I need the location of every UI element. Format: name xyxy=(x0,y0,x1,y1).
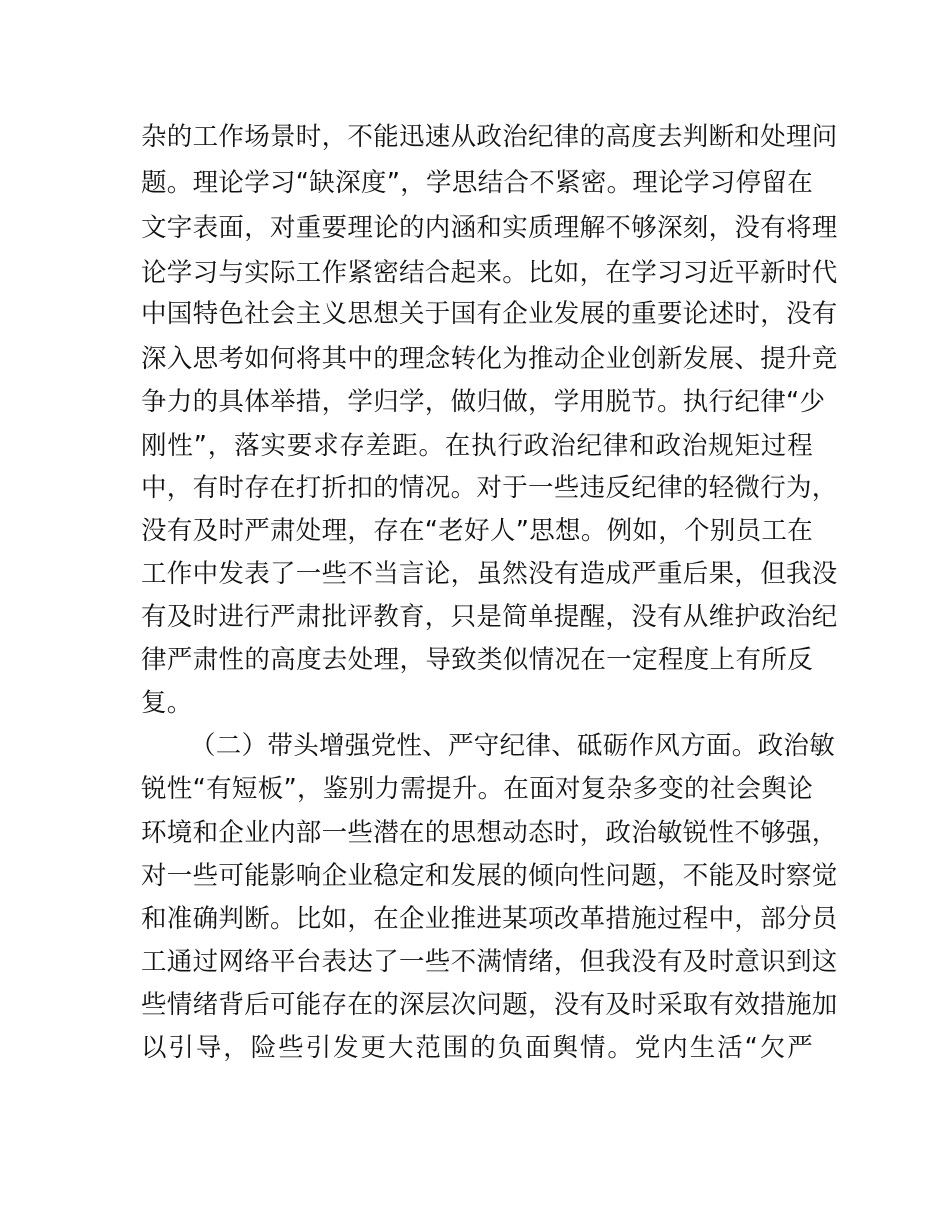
text-line: 律严肃性的高度去处理，导致类似情况在一定程度上有所反 xyxy=(141,645,813,675)
text-line: 没有及时严肃处理，存在“老好人”思想。例如，个别员工在 xyxy=(141,516,814,546)
text-line: 争力的具体举措，学归学，做归做，学用脱节。执行纪律“少 xyxy=(141,387,826,417)
text-line: 工作中发表了一些不当言论，虽然没有造成严重后果，但我没 xyxy=(141,559,838,589)
text-line: 复。 xyxy=(141,688,193,718)
text-line: 杂的工作场景时，不能迅速从政治纪律的高度去判断和处理问 xyxy=(141,122,838,152)
text-line: 些情绪背后可能存在的深层次问题，没有及时采取有效措施加 xyxy=(141,990,838,1020)
text-line: 工通过网络平台表达了一些不满情绪，但我没有及时意识到这 xyxy=(141,947,838,977)
text-line: 题。理论学习“缺深度”，学思结合不紧密。理论学习停留在 xyxy=(141,168,814,198)
text-line: 论学习与实际工作紧密结合起来。比如，在学习习近平新时代 xyxy=(141,258,838,288)
text-line: （二）带头增强党性、严守纪律、砥砺作风方面。政治敏 xyxy=(190,731,836,761)
text-line: 和准确判断。比如，在企业推进某项改革措施过程中，部分员 xyxy=(141,904,838,934)
text-line: 文字表面，对重要理论的内涵和实质理解不够深刻，没有将理 xyxy=(141,213,838,243)
text-line: 对一些可能影响企业稳定和发展的倾向性问题，不能及时察觉 xyxy=(141,861,838,891)
text-line: 以引导，险些引发更大范围的负面舆情。党内生活“欠严 xyxy=(141,1033,813,1063)
text-line: 锐性“有短板”，鉴别力需提升。在面对复杂多变的社会舆论 xyxy=(141,774,814,804)
text-line: 环境和企业内部一些潜在的思想动态时，政治敏锐性不够强， xyxy=(141,818,838,848)
text-line: 刚性”，落实要求存差距。在执行政治纪律和政治规矩过程 xyxy=(141,431,813,461)
text-line: 中，有时存在打折扣的情况。对于一些违反纪律的轻微行为， xyxy=(141,473,838,503)
text-line: 有及时进行严肃批评教育，只是简单提醒，没有从维护政治纪 xyxy=(141,602,838,632)
text-line: 中国特色社会主义思想关于国有企业发展的重要论述时，没有 xyxy=(141,299,838,329)
text-line: 深入思考如何将其中的理念转化为推动企业创新发展、提升竞 xyxy=(141,344,838,374)
